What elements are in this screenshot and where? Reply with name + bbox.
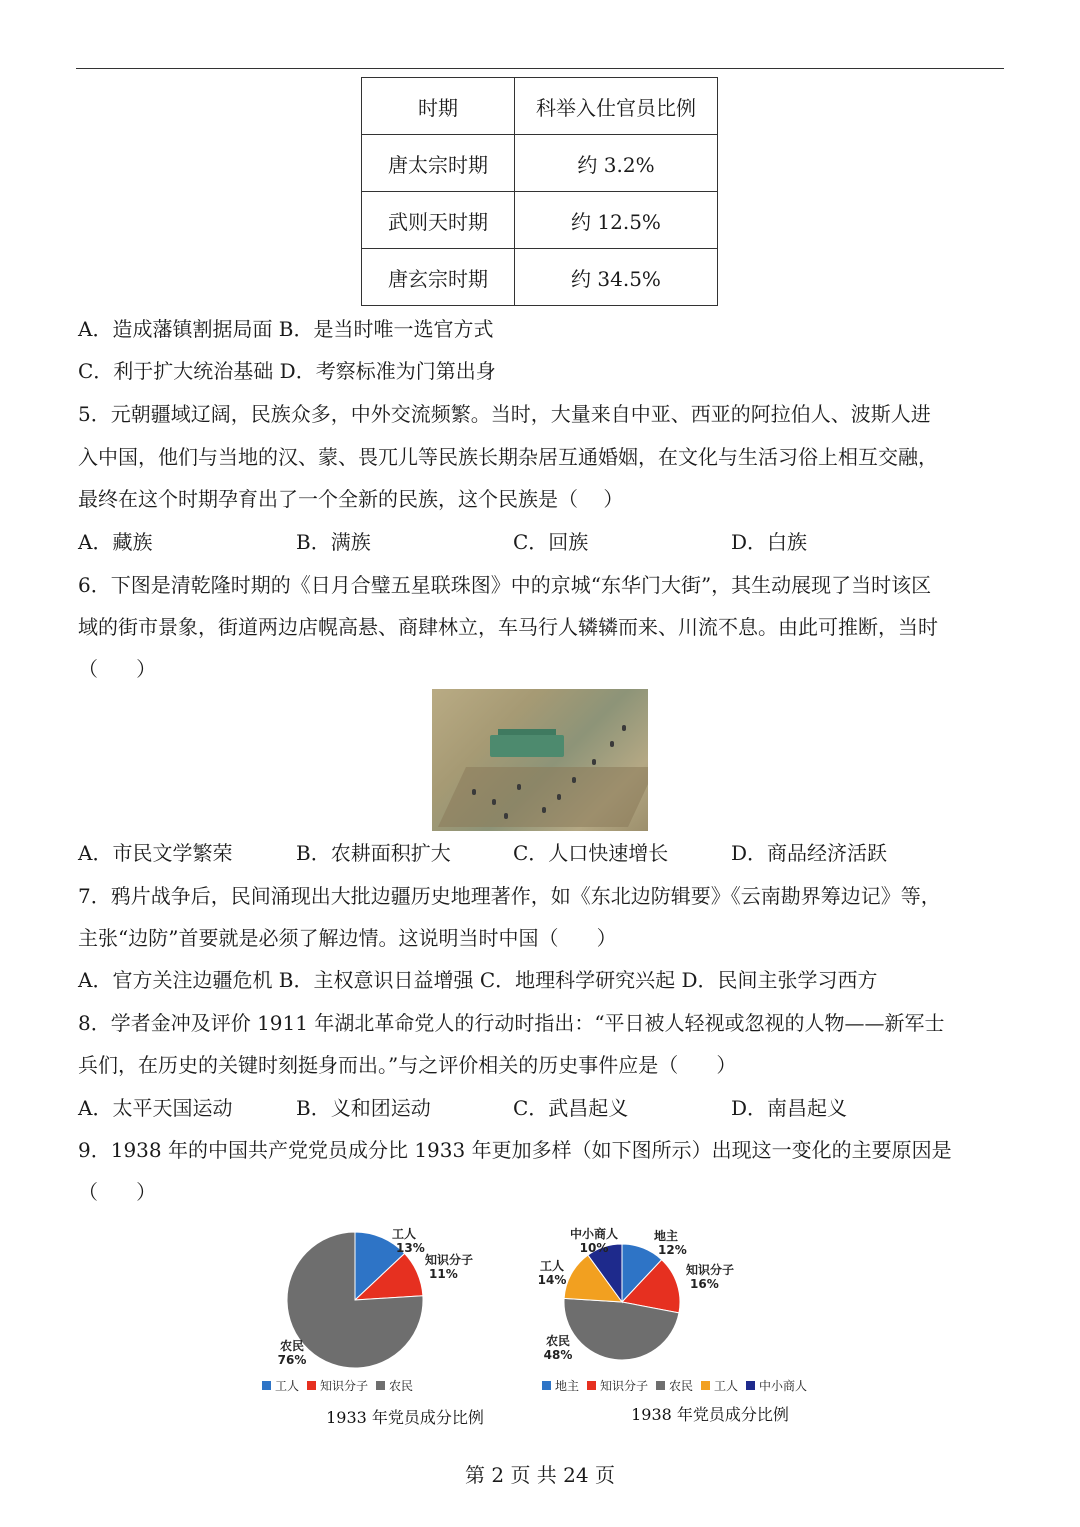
q4-options-line-2: C．利于扩大统治基础 D．考察标准为门第出身: [78, 359, 496, 383]
q6-stem-line: 域的街市景象，街道两边店幌高悬、商肆林立，车马行人辚辚而来、川流不息。由此可推断，当时: [78, 615, 938, 639]
legend-swatch: [746, 1381, 755, 1390]
q5-option-d: D．白族: [731, 530, 808, 554]
q5-option-a: A．藏族: [78, 530, 153, 554]
legend-entry: 中小商人: [759, 1379, 808, 1393]
q5-option-b: B．满族: [296, 530, 371, 554]
legend-swatch: [307, 1381, 316, 1390]
table-cell: 武则天时期: [362, 192, 515, 249]
q7-stem-line: 主张“边防”首要就是必须了解边情。这说明当时中国（ ）: [78, 926, 617, 950]
donghuamen-street-painting: [432, 689, 648, 831]
table-header-cell: 科举入仕官员比例: [515, 78, 718, 135]
party-member-pie-charts: [250, 1220, 850, 1435]
table-cell: 唐玄宗时期: [362, 249, 515, 306]
legend-swatch: [587, 1381, 596, 1390]
legend-entry: 知识分子: [320, 1379, 369, 1393]
q8-stem-line: 兵们，在历史的关键时刻挺身而出。”与之评价相关的历史事件应是（ ）: [78, 1053, 737, 1077]
pie-category-label: 地主: [654, 1229, 679, 1243]
page-footer: 第 2 页 共 24 页: [465, 1463, 615, 1487]
q9-stem-line: （ ）: [78, 1180, 157, 1204]
pie-percent-label: 13%: [396, 1241, 425, 1255]
pie-chart-caption: 1933 年党员成分比例: [326, 1408, 484, 1427]
legend-swatch: [656, 1381, 665, 1390]
q5-stem-line: 入中国，他们与当地的汉、蒙、畏兀儿等民族长期杂居互通婚姻，在文化与生活习俗上相互交融，: [78, 445, 938, 469]
pie-percent-label: 10%: [579, 1241, 609, 1255]
q5-stem-line: 5．元朝疆域辽阔，民族众多，中外交流频繁。当时，大量来自中亚、西亚的阿拉伯人、波斯人进: [78, 402, 931, 426]
pie-category-label: 知识分子: [425, 1253, 474, 1267]
q6-option-b: B．农耕面积扩大: [296, 841, 451, 865]
table-header-cell: 时期: [362, 78, 515, 135]
imperial-exam-table: [361, 77, 718, 306]
pie-category-label: 知识分子: [686, 1263, 735, 1277]
q5-option-c: C．回族: [513, 530, 589, 554]
legend-swatch: [376, 1381, 385, 1390]
q6-stem-line: （ ）: [78, 657, 157, 681]
q9-stem-line: 9．1938 年的中国共产党党员成分比 1933 年更加多样（如下图所示）出现这一变化的主要原因是: [78, 1138, 952, 1162]
legend-entry: 农民: [389, 1379, 414, 1393]
legend-swatch: [701, 1381, 710, 1390]
legend-entry: 工人: [275, 1379, 300, 1393]
q8-option-c: C．武昌起义: [513, 1096, 629, 1120]
pie-percent-label: 12%: [658, 1243, 687, 1257]
pie-category-label: 农民: [279, 1339, 305, 1353]
table-row: [362, 249, 718, 306]
q8-option-a: A．太平天国运动: [78, 1096, 233, 1120]
q6-option-c: C．人口快速增长: [513, 841, 669, 865]
legend-swatch: [262, 1381, 271, 1390]
q8-stem-line: 8．学者金冲及评价 1911 年湖北革命党人的行动时指出：“平日被人轻视或忽视的人物——新军士: [78, 1011, 945, 1035]
pie-category-label: 工人: [392, 1227, 417, 1241]
table-header-row: [362, 78, 718, 135]
pie-percent-label: 16%: [690, 1277, 719, 1291]
legend-entry: 农民: [669, 1379, 694, 1393]
q5-stem-line: 最终在这个时期孕育出了一个全新的民族，这个民族是（ ）: [78, 487, 624, 511]
q4-options-line-1: A．造成藩镇割据局面 B．是当时唯一选官方式: [78, 317, 494, 341]
header-rule: [76, 68, 1004, 69]
table-cell: 约 3.2%: [515, 135, 718, 192]
pie-percent-label: 76%: [277, 1353, 307, 1367]
pie-percent-label: 48%: [543, 1348, 573, 1362]
pie-category-label: 农民: [545, 1334, 571, 1348]
table-cell: 约 12.5%: [515, 192, 718, 249]
legend-entry: 工人: [714, 1379, 739, 1393]
legend-entry: 知识分子: [600, 1379, 649, 1393]
pie-percent-label: 11%: [429, 1267, 458, 1281]
legend-swatch: [542, 1381, 551, 1390]
table-row: [362, 135, 718, 192]
q6-option-d: D．商品经济活跃: [731, 841, 888, 865]
table-cell: 唐太宗时期: [362, 135, 515, 192]
pie-percent-label: 14%: [537, 1273, 567, 1287]
q6-stem-line: 6．下图是清乾隆时期的《日月合璧五星联珠图》中的京城“东华门大街”，其生动展现了当时该区: [78, 573, 932, 597]
q6-option-a: A．市民文学繁荣: [78, 841, 233, 865]
q7-options-line: A．官方关注边疆危机 B．主权意识日益增强 C．地理科学研究兴起 D．民间主张学习西方: [78, 968, 878, 992]
pie-category-label: 中小商人: [569, 1227, 619, 1241]
q7-stem-line: 7．鸦片战争后，民间涌现出大批边疆历史地理著作，如《东北边防辑要》《云南勘界筹边记》等，: [78, 884, 941, 908]
table-cell: 约 34.5%: [515, 249, 718, 306]
q8-option-d: D．南昌起义: [731, 1096, 848, 1120]
pie-category-label: 工人: [539, 1259, 565, 1273]
q8-option-b: B．义和团运动: [296, 1096, 431, 1120]
table-row: [362, 192, 718, 249]
legend-entry: 地主: [555, 1379, 580, 1393]
pie-chart-caption: 1938 年党员成分比例: [631, 1405, 789, 1424]
